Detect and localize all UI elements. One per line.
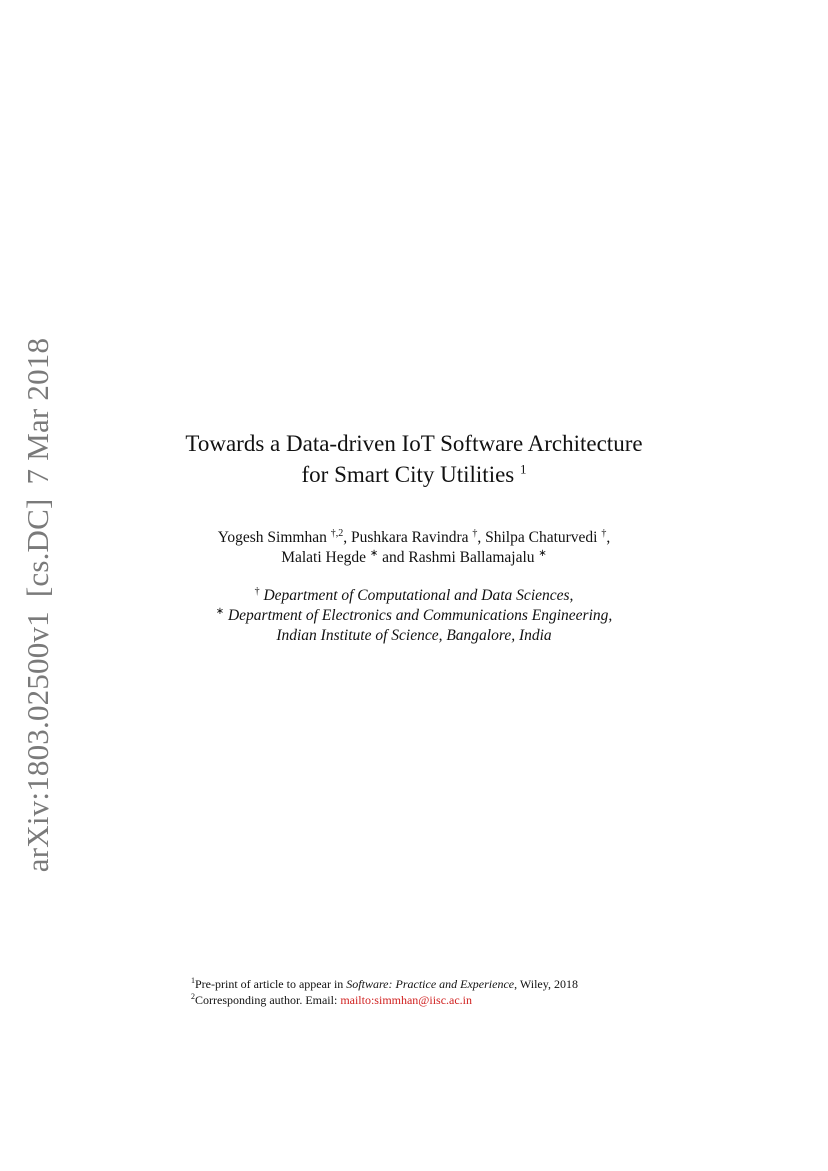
arxiv-identifier: arXiv:1803.02500v1 [20,611,55,873]
author-separator: , [477,529,486,546]
arxiv-date: 7 Mar 2018 [20,337,55,485]
affiliation-line [0,626,828,646]
author-mark: †,2 [330,527,344,539]
footnote-1 [191,976,578,992]
footnote-text: Corresponding author. Email: [195,993,341,1007]
affiliations [0,586,828,646]
footnote-text: , Wiley, 2018 [514,977,578,991]
email-link[interactable]: mailto:simmhan@iisc.ac.in [340,993,473,1007]
footnote-venue: Software: Practice and Experience [346,977,515,991]
arxiv-category: [cs.DC] [20,498,55,598]
footnote-mark: 2 [191,992,195,1001]
affiliation-mark: † [254,585,260,597]
footnotes [191,976,578,1008]
affiliation-text: Indian Institute of Science, Bangalore, India [276,627,552,644]
author-mark: † [472,527,478,539]
title-footnote-mark: 1 [520,461,527,477]
author-mark: ∗ [538,547,547,559]
author-list [0,528,828,568]
affiliation-mark: ∗ [215,605,225,617]
author-separator: and [378,549,409,566]
author-mark: ∗ [369,547,379,559]
paper-title [0,428,828,490]
author-mark: † [601,527,607,539]
affiliation-line [0,606,828,626]
affiliation-text: Department of Computational and Data Sciences, [263,587,574,604]
author-name: Yogesh Simmhan [217,529,327,546]
author-name: Pushkara Ravindra [350,529,469,546]
footnote-mark: 1 [191,976,195,985]
author-separator: , [343,529,351,546]
author-line-2 [0,548,828,568]
author-name: Rashmi Ballamajalu [408,549,535,566]
author-separator: , [606,529,611,546]
title-line-2-text: for Smart City Utilities [301,462,515,487]
footnote-text: Pre-print of article to appear in [195,977,347,991]
affiliation-text: Department of Electronics and Communications Engineering, [227,607,613,624]
author-name: Shilpa Chaturvedi [485,529,598,546]
author-name: Malati Hegde [281,549,366,566]
affiliation-line [0,586,828,606]
footnote-2 [191,992,578,1008]
author-line-1 [0,528,828,548]
title-line-2 [0,459,828,490]
title-line-1: Towards a Data-driven IoT Software Architecture [185,431,643,456]
